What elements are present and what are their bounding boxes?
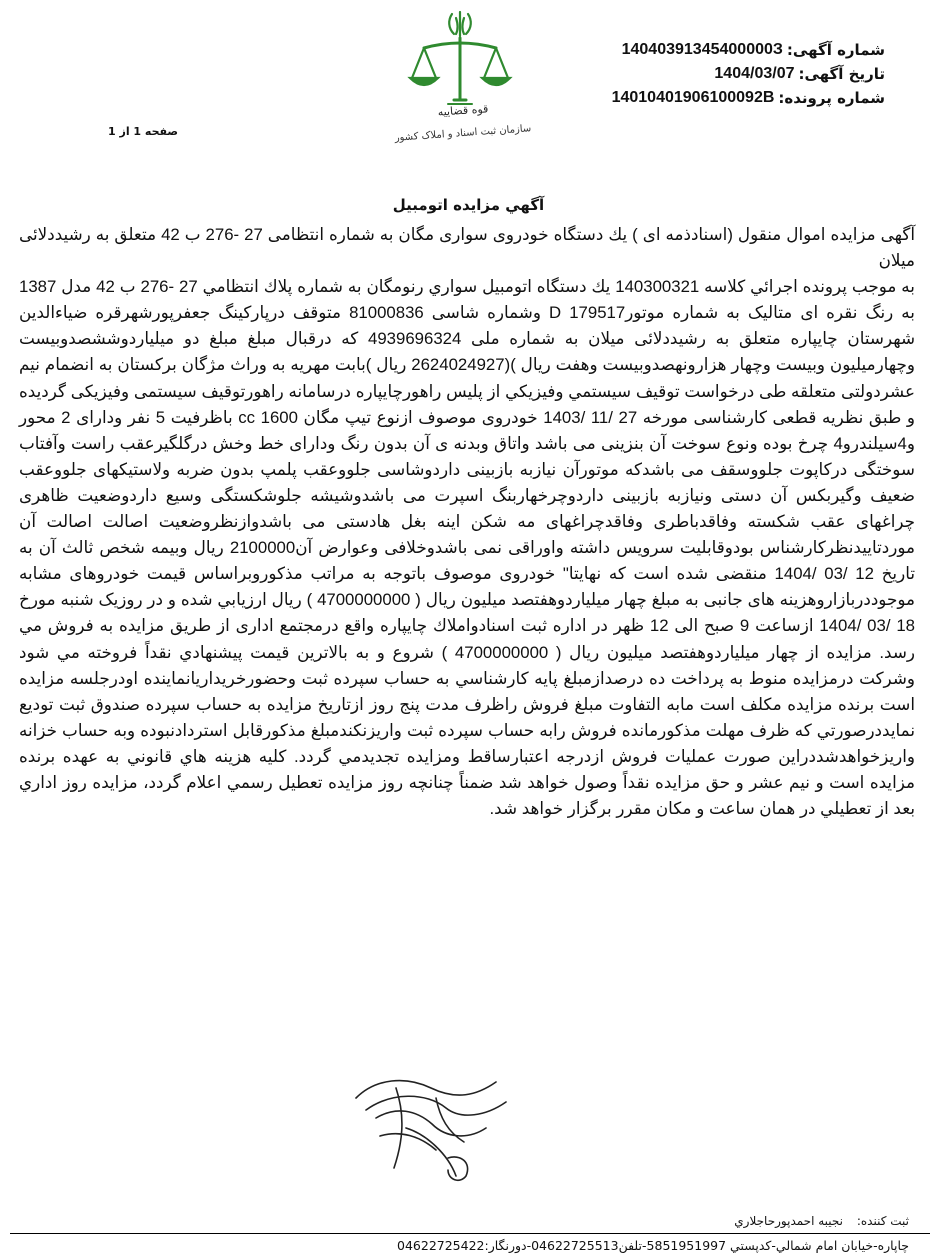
- emblem-caption: قوه قضاییه: [437, 102, 489, 119]
- page-indicator: صفحه 1 از 1: [108, 125, 179, 138]
- case-number-row: [555, 86, 885, 110]
- registrar-name: نجيبه احمدپورحاجلاري: [734, 1214, 844, 1228]
- notice-metadata: [555, 38, 885, 110]
- notice-date-label: تاریخ آگهی:: [798, 65, 885, 83]
- notice-date: 1404/03/07: [714, 65, 795, 82]
- organization-caption: سازمان ثبت اسناد و املاک کشور: [394, 123, 532, 144]
- registrar: [734, 1214, 909, 1228]
- handwritten-signature-icon: [336, 1058, 526, 1188]
- notice-date-row: [555, 62, 885, 86]
- notice-body: [19, 222, 915, 822]
- body-paragraph-main: به موجب پرونده اجرائي كلاسه 140300321 يك دستگاه اتومبيل سواري رنومگان به شماره پلاك انتظامي 27 -276 ب 42 مدل 1387 به رنگ نقره ای متالیک به شماره موتور179517 D وشماره شاسی 81000836 متوقف درپارکینگ جعفرپورشهرقره ضیاءالدین شهرستان چایپاره متعلق به رشیددلائی میلان به شماره ملی 4939696324 که درقبال مبلغ مبلغ دو میلیاردوششصدوبیست وچهارمیلیون وبیست وچهار هزارونهصدوبیست وهفت ریال )(2624024927 ریال )بابت مهریه به وراث مژگان برکستان به انضمام نیم عشردولتی متعلقه طی درخواست توقیف سیستمي وفيزيكي از پلیس راهورچایپاره درسامانه راهورتوقیف سیستمی وفیزیکی گردیده و طبق نظریه قطعی کارشناسی مورخه 27 /11 /1403 خودروی موصوف ازنوع تیپ مگان 1600 cc باظرفیت 5 نفر ودارای 2 محور و4سیلندرو4 چرخ بوده ونوع سوخت آن بنزینی می باشد واتاق وبدنه ی آن بدون رنگ ودارای خط وخش درگلگیرعقب راست وآفتاب سوختگی درکاپوت جلووسقف می باشدکه موتورآن نیازبه بازبینی داردوشاسی جلووعقب پلمپ بدون ضربه ولاستیکهای جلووعقب ضعیف وگیربکس آن دستی ونیازبه بازبینی داردوچرخهاربنگ اسپرت می باشدوشیشه جلوشکستگی وسیع داردوضعیت ظاهری چراغهای عقب شکسته وفاقدباطری وفاقدچراغهای مه شکن اینه بغل هادستی می باشدوازنظروضعیت اصالت اصالت آن موردتاییدنظرکارشناس بودوقابلیت سرویس داشته واوراقی نمی باشدوخلافی وعوارض آن2100000 ریال وبیمه شخص ثالث آن به تاریخ 12 /03 /1404 منقضی شده است که نهایتا" خودروی موصوف باتوجه به مراتب مذکوروبراساس قیمت خودروهای مشابه موجوددربازاروهزینه های جانبی به مبلغ چهار میلیاردوهفتصد میلیون ریال ( 4700000000 ) ريال ارزيابي شده و در روزیک شنبه مورخ 18 /03 /1404 ازساعت 9 صبح الی 12 ظهر در اداره ثبت اسنادواملاك چایپاره واقع درمجتمع اداری از طریق مزایده به فروش مي رسد. مزايده از چهار میلیاردوهفتصد میلیون ریال ( 4700000000 ) شروع و به بالاترين قيمت پيشنهادي نقداً فروخته مي شود وشرکت درمزایده منوط به پرداخت ده درصدازمبلغ پایه كارشناسي به حساب سپرده ثبت وحضورخریداریانماینده اودرجلسه مزایده است برنده مزايده مكلف است مابه التفاوت مبلغ فروش راظرف مدت پنج روز ازتاريخ مزايده به حساب سپرده صندوق ثبت توديع نمايددرصورتي كه ظرف مهلت مذكورمانده فروش رابه حساب سپرده ثبت واريزنكندمبلغ مذكورقابل استردادنبوده وبه حساب خزانه واريزخواهدشددراين صورت عمليات فروش ازدرجه اعتبارساقط ومزايده تجديدمي گردد. كليه هزينه هاي قانوني به عهده برنده مزايده است و نيم عشر و حق مزايده نقداً وصول خواهد شد ضمناً چنانچه روز مزايده تعطيل رسمي اعلام گردد، مزايده روز اداري بعد از تعطيلي در همان ساعت و مكان مقرر برگزار خواهد شد.: [19, 277, 916, 819]
- case-number: 14010401906100092В: [611, 89, 775, 106]
- notice-number-label: شماره آگهی:: [786, 41, 885, 59]
- case-number-label: شماره پرونده:: [778, 89, 885, 107]
- office-address: چاپاره-خيابان امام شمالي-كدپستي 5851951997-تلفن04622725513-دورنگار:04622725422: [397, 1238, 909, 1253]
- notice-title: آگهي مزايده اتومبيل: [392, 196, 545, 214]
- registrar-label: ثبت كننده:: [856, 1214, 909, 1228]
- footer-divider: [10, 1233, 930, 1234]
- body-paragraph-intro: آگهی مزایده اموال منقول (اسنادذمه ای ) يك دستگاه خودروی سواری مگان به شماره انتظامی 27 -276 ب 42 متعلق به رشیددلائی میلان: [19, 225, 915, 271]
- notice-number-row: [555, 38, 885, 62]
- notice-number: 14040391345400000З: [621, 41, 783, 58]
